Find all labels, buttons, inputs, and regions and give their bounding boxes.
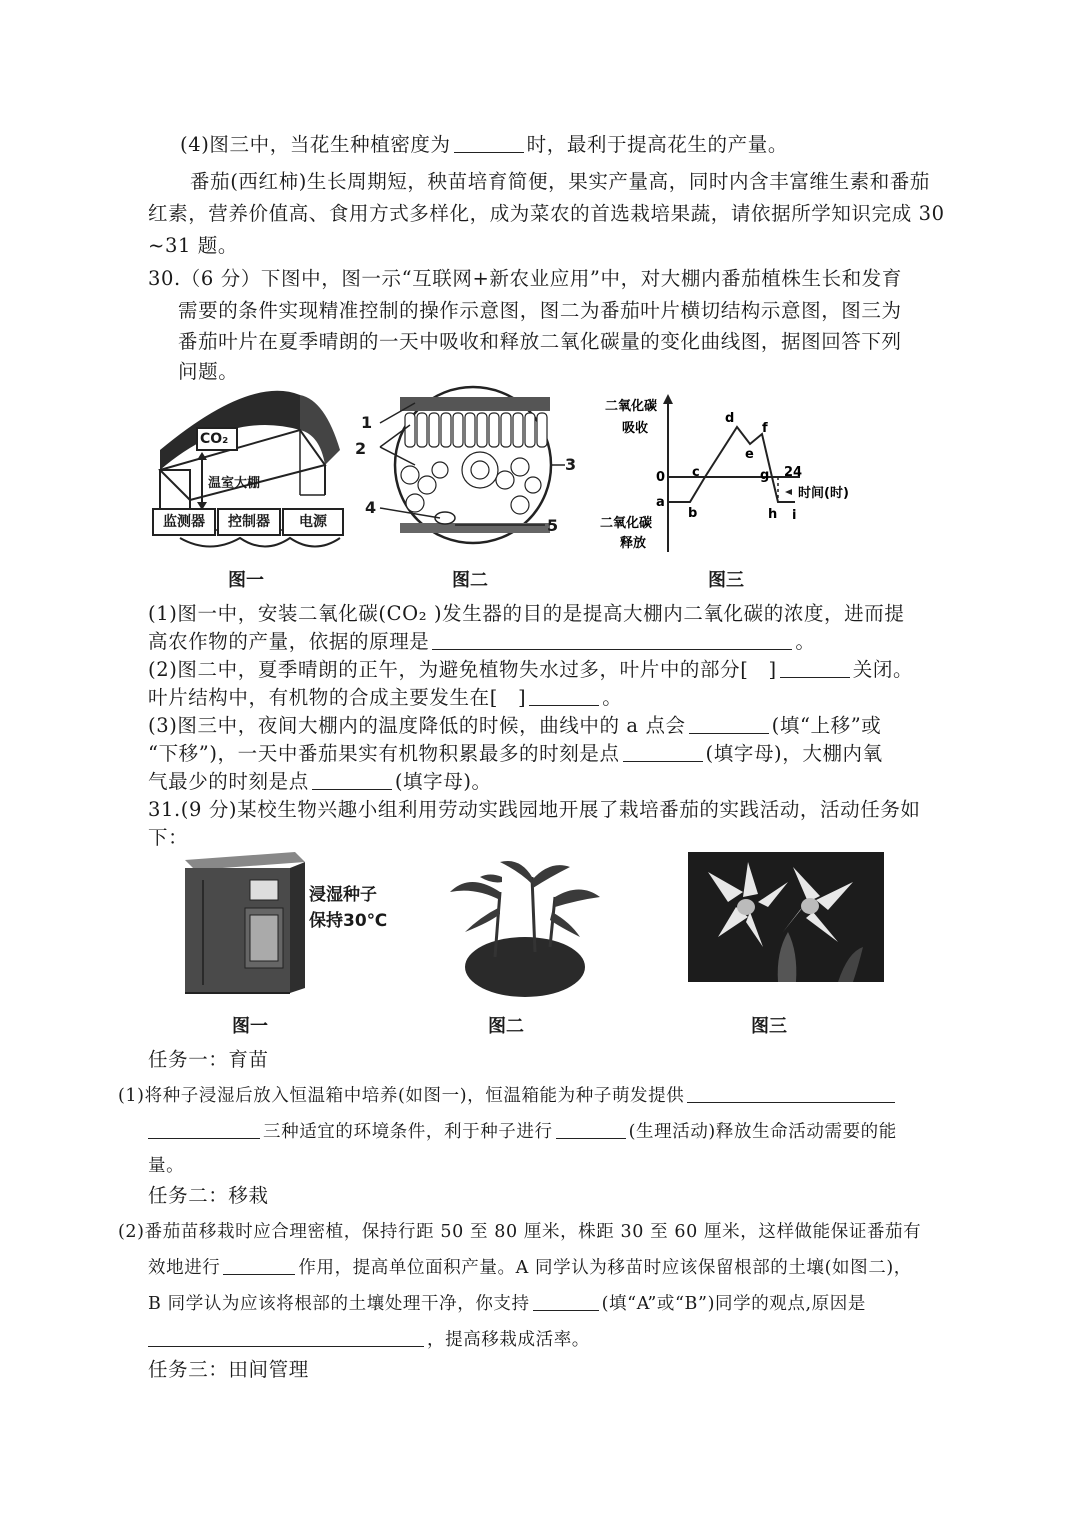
q30-part1-line1: (1)图一中，安装二氧化碳(CO₂ )发生器的目的是提高大棚内二氧化碳的浓度，进而提 <box>148 602 905 625</box>
q31-fig2-caption: 图二 <box>488 1016 524 1037</box>
incubator-label-1: 浸湿种子 <box>309 885 377 905</box>
fig3-point-h: h <box>768 507 778 522</box>
intro-line-2: 红素，营养价值高、食用方式多样化，成为菜农的首选栽培果蔬，请依据所学知识完成 30 <box>148 202 945 225</box>
fig3-xlabel: 时间(时) <box>798 486 849 501</box>
fig3-point-i: i <box>792 508 797 523</box>
q30-part2-line1: (2)图二中，夏季晴朗的正午，为避免植物失水过多，叶片中的部分[ ] 关闭。 <box>148 658 914 681</box>
greenhouse-label: 温室大棚 <box>208 476 261 491</box>
q30-part3-line2: “下移”)，一天中番茄果实有机物积累最多的时刻是点 (填字母)，大棚内氧 <box>148 742 883 765</box>
q31-part2-line3: B 同学认为应该将根部的土壤处理干净，你支持 (填“A”或“B”)同学的观点,原因是 <box>148 1290 866 1318</box>
intro-line-3: ~31 题。 <box>148 234 238 257</box>
task-3-heading: 任务三：田间管理 <box>148 1358 309 1381</box>
q31-part1-line3: 量。 <box>148 1156 185 1176</box>
q31-part2-line4: ，提高移栽成活率。 <box>148 1326 590 1354</box>
label-4: 4 <box>365 498 377 517</box>
q31-part2-line2: 效地进行 作用，提高单位面积产量。A 同学认为移苗时应该保留根部的土壤(如图二)， <box>148 1254 912 1282</box>
answer-blank[interactable] <box>148 1326 424 1347</box>
answer-blank[interactable] <box>148 1118 260 1139</box>
q30-fig1-caption: 图一 <box>228 570 264 591</box>
answer-blank[interactable] <box>432 629 792 650</box>
q30-part3-line3: 气最少的时刻是点 (填字母)。 <box>148 770 492 793</box>
q30-fig3-caption: 图三 <box>708 570 744 591</box>
q31-part1-line2: 三种适宜的环境条件，利于种子进行 (生理活动)释放生命活动需要的能 <box>148 1118 897 1146</box>
label-5: 5 <box>547 516 559 535</box>
q30-part2-line2: 叶片结构中，有机物的合成主要发生在[ ] 。 <box>148 686 623 709</box>
q31-fig3-caption: 图三 <box>751 1016 787 1037</box>
q30-fig2-caption: 图二 <box>452 570 488 591</box>
task-2-heading: 任务二：移栽 <box>148 1184 269 1207</box>
answer-blank[interactable] <box>223 1254 295 1275</box>
q31-part1-line1: (1)将种子浸湿后放入恒温箱中培养(如图一)，恒温箱能为种子萌发提供 <box>118 1082 898 1110</box>
monitor-box: 监测器 <box>152 508 216 536</box>
incubator-label-2: 保持30℃ <box>309 911 388 931</box>
q30-stem-1: 30.（6 分）下图中，图一示“互联网+新农业应用”中，对大棚内番茄植株生长和发育 <box>148 267 902 290</box>
fig3-point-b: b <box>688 506 698 521</box>
fig3-point-f: f <box>762 421 768 436</box>
answer-blank[interactable] <box>529 685 599 706</box>
q30-figure-1-greenhouse <box>150 390 350 590</box>
q30-stem-3: 番茄叶片在夏季晴朗的一天中吸收和释放二氧化碳量的变化曲线图，据图回答下列 <box>178 330 902 353</box>
label-1: 1 <box>361 413 373 432</box>
q30-figure-3-co2-curve <box>600 392 870 562</box>
q30-stem-4: 问题。 <box>178 360 239 383</box>
co2-curve-chart <box>600 392 870 562</box>
intro-line-1: 番茄(西红柿)生长周期短，秧苗培育简便，果实产量高，同时内含丰富维生素和番茄 <box>190 170 931 193</box>
label-2: 2 <box>355 439 367 458</box>
task-1-heading: 任务一：育苗 <box>148 1048 269 1071</box>
fig3-tick-24: 24 <box>784 465 803 480</box>
fig3-point-g: g <box>760 468 770 483</box>
seedling-drawing <box>440 852 610 1002</box>
fig3-point-c: c <box>692 465 700 480</box>
answer-blank[interactable] <box>689 713 769 734</box>
power-box: 电源 <box>282 508 344 536</box>
answer-blank[interactable] <box>556 1118 626 1139</box>
q31-stem-1: 31.(9 分)某校生物兴趣小组利用劳动实践园地开展了栽培番茄的实践活动，活动任务如 <box>148 798 921 821</box>
q30-stem-2: 需要的条件实现精准控制的操作示意图，图二为番茄叶片横切结构示意图，图三为 <box>178 299 902 322</box>
q29-part4: (4)图三中，当花生种植密度为 时，最利于提高花生的产量。 <box>180 133 788 156</box>
q30-figure-2-leaf-section <box>355 385 585 555</box>
fig3-point-e: e <box>745 447 754 462</box>
controller-box: 控制器 <box>217 508 281 536</box>
answer-blank[interactable] <box>623 741 703 762</box>
q31-figure-1-incubator <box>175 850 405 1000</box>
co2-label: CO₂ <box>200 431 229 447</box>
fig3-ylabel-top-2: 吸收 <box>622 421 649 436</box>
fig3-zero: 0 <box>656 470 666 485</box>
q31-figure-2-seedling <box>440 852 610 1002</box>
q31-fig1-caption: 图一 <box>232 1016 268 1037</box>
answer-blank[interactable] <box>312 769 392 790</box>
q30-part3-line1: (3)图三中，夜间大棚内的温度降低的时候，曲线中的 a 点会 (填“上移”或 <box>148 714 882 737</box>
q31-figure-3-flower <box>688 852 884 982</box>
answer-blank[interactable] <box>780 657 850 678</box>
fig3-ylabel-bot-1: 二氧化碳 <box>600 516 653 531</box>
flower-photo <box>688 852 884 982</box>
label-3: 3 <box>565 455 577 474</box>
q31-stem-2: 下： <box>148 826 189 849</box>
q30-part1-line2: 高农作物的产量，依据的原理是 。 <box>148 630 816 653</box>
fig3-ylabel-top-1: 二氧化碳 <box>605 399 658 414</box>
fig3-point-d: d <box>725 411 735 426</box>
fig3-point-a: a <box>656 495 665 510</box>
q31-part2-line1: (2)番茄苗移栽时应合理密植，保持行距 50 至 80 厘米，株距 30 至 60 厘米，这样做能保证番茄有 <box>118 1222 922 1242</box>
answer-blank[interactable] <box>533 1290 599 1311</box>
answer-blank[interactable] <box>454 132 524 153</box>
fig3-ylabel-bot-2: 释放 <box>620 536 647 551</box>
answer-blank[interactable] <box>687 1082 895 1103</box>
